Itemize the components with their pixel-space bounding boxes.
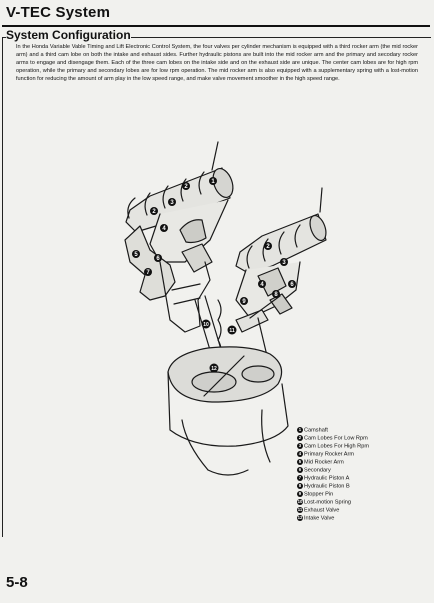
cylinder-head-drawing [168,347,288,475]
svg-text:6: 6 [290,282,294,288]
page-title: V-TEC System [6,4,111,21]
legend-number: 10 [297,499,303,505]
legend-label: Hydraulic Piston B [304,483,350,490]
left-shaft-rod [212,142,218,170]
right-shaft-rod [320,188,322,212]
legend-item [297,467,369,475]
legend-item [297,475,369,483]
legend-label: Stopper Pin [304,491,334,498]
svg-text:8: 8 [274,292,278,298]
intro-paragraph: In the Honda Variable Vable Timing and Lift Electronic Control System, the four valves per cylinder mechanism is equipped with a third rocker arm (the mid rocker arm) and a third cam lobe on both the intake and exhaust sides. Further hydraulic pistons are built into the mid rocker arm and the primary and secodary rocker arms to engage and disengage them. Each of the three cam lobes on the intake side and on the exhaust side are unique. The center cam lobes are for high rpm operation, while the primary and secondary lobes are for low rpm operation. The mid rocker arm is also equipped with a supplementary spring with a lost-motion function for reducing the amount of arm play in the low speed range, and make valve movement smoother in the high speed range. [16,44,418,83]
legend-label: Intake Valve [304,515,335,522]
page-number: 5-8 [6,574,28,591]
legend-label: Secondary [304,467,331,474]
svg-text:5: 5 [134,252,138,258]
legend-item [297,499,369,507]
svg-text:11: 11 [229,328,235,334]
legend-item [297,459,369,467]
legend-number: 6 [298,467,302,473]
legend-number: 3 [298,443,302,449]
legend-label: Primary Rocker Arm [304,451,355,458]
legend-number: 4 [298,451,302,457]
svg-text:4: 4 [162,226,166,232]
svg-text:10: 10 [203,322,209,328]
legend-label: Hydraulic Piston A [304,475,350,482]
legend-label: Camshaft [304,427,328,434]
legend-number: 11 [297,507,303,513]
legend-number: 8 [298,483,302,489]
legend-item [297,451,369,459]
legend-label: Cam Lobes For Low Rpm [304,435,368,442]
legend-label: Exhaust Valve [304,507,340,514]
legend-item [297,491,369,499]
svg-text:7: 7 [146,270,150,276]
svg-text:2: 2 [184,184,188,190]
intake-camshaft-drawing [125,166,237,332]
svg-text:12: 12 [211,366,217,372]
legend-number: 2 [298,435,302,441]
legend-item [297,427,369,435]
legend-item [297,515,369,523]
legend-number: 9 [298,491,302,497]
legend-number: 5 [298,459,302,465]
svg-text:3: 3 [170,200,174,206]
legend-item [297,483,369,491]
legend-item [297,507,369,515]
svg-text:1: 1 [211,179,215,185]
section-heading: System Configuration [6,28,131,42]
legend-number: 7 [298,475,302,481]
svg-text:2: 2 [152,209,156,215]
legend-label: Mid Rocker Arm [304,459,344,466]
legend-item [297,443,369,451]
legend-number: 12 [297,515,303,521]
legend-number: 1 [298,427,302,432]
parts-legend [297,427,369,523]
svg-text:4: 4 [260,282,264,288]
svg-text:2: 2 [266,244,270,250]
legend-label: Cam Lobes For High Rpm [304,443,369,450]
svg-text:6: 6 [156,256,160,262]
legend-item [297,435,369,443]
legend-label: Lost-motion Spring [304,499,351,506]
svg-text:9: 9 [242,299,246,305]
svg-text:3: 3 [282,260,286,266]
